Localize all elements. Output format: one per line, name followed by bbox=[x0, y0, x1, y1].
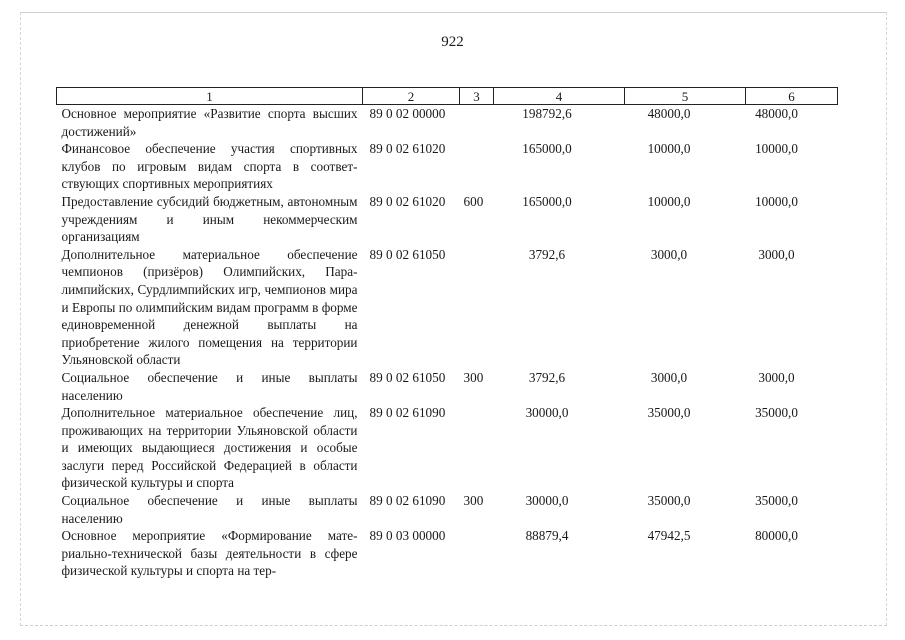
row-value-5: 3000,0 bbox=[650, 246, 688, 262]
row-csr-code: 89 0 02 61050 bbox=[369, 369, 446, 385]
row-value-4: 198792,6 bbox=[522, 106, 572, 121]
row-name: Финансовое обеспечение участия спортивных клубов по игровым видам спорта в соответствующих спортивных мероприятиях bbox=[61, 141, 358, 192]
column-header-4: 4 bbox=[494, 88, 625, 105]
table-row bbox=[57, 193, 838, 246]
table-body bbox=[57, 105, 838, 581]
row-value-6: 80000,0 bbox=[755, 528, 798, 544]
column-header-1: 1 bbox=[57, 88, 363, 105]
row-name: Дополнительное материальное обеспечение чемпионов (призёров) Олимпийских, Паралимпийских, Сурдлимпийских игр, чемпионов мира и Европы по олимпийским видам программ в форме единовременной денежной выплаты на приобретение жилого помещения на территории Ульяновской области bbox=[61, 246, 358, 368]
row-value-4: 88879,4 bbox=[525, 528, 569, 544]
table-header-row bbox=[57, 88, 838, 105]
row-value-6: 10000,0 bbox=[755, 141, 798, 157]
row-value-4: 165000,0 bbox=[522, 141, 572, 157]
row-csr-code: 89 0 03 00000 bbox=[369, 528, 446, 544]
column-header-5: 5 bbox=[625, 88, 746, 105]
row-value-6: 35000,0 bbox=[755, 405, 798, 421]
row-csr-code: 89 0 02 00000 bbox=[369, 106, 446, 121]
table-row bbox=[57, 404, 838, 492]
row-name: Дополнительное материальное обеспечение лиц, проживающих на территории Ульяновской области и имеющих выдающиеся достижения и особые заслуги перед Российской Федерацией в области физической культуры и спорта bbox=[61, 405, 358, 491]
row-value-5: 3000,0 bbox=[650, 369, 688, 385]
row-vr-code: 300 bbox=[463, 493, 484, 509]
row-csr-code: 89 0 02 61090 bbox=[369, 493, 446, 509]
row-value-6: 48000,0 bbox=[755, 106, 798, 121]
row-vr-code bbox=[460, 140, 494, 193]
column-header-2: 2 bbox=[363, 88, 460, 105]
row-vr-code bbox=[460, 246, 494, 369]
table-row bbox=[57, 369, 838, 404]
page-edge-right bbox=[886, 12, 887, 626]
row-name: Социальное обеспечение и иные выплаты населению bbox=[61, 493, 358, 526]
row-vr-code bbox=[460, 105, 494, 141]
row-value-6: 3000,0 bbox=[758, 369, 795, 385]
row-csr-code: 89 0 02 61050 bbox=[369, 246, 446, 262]
table-row bbox=[57, 140, 838, 193]
row-csr-code: 89 0 02 61020 bbox=[369, 141, 446, 157]
column-header-3: 3 bbox=[460, 88, 494, 105]
row-value-5: 48000,0 bbox=[647, 106, 691, 121]
row-value-6: 3000,0 bbox=[758, 246, 795, 262]
page-number: 922 bbox=[441, 34, 464, 50]
row-vr-code: 600 bbox=[463, 193, 484, 209]
table-row bbox=[57, 105, 838, 141]
table-row bbox=[57, 527, 838, 580]
row-name: Основное мероприятие «Развитие спорта высших достижений» bbox=[61, 106, 358, 139]
row-value-4: 3792,6 bbox=[528, 246, 566, 262]
row-name: Основное мероприятие «Формирование материально-технической базы деятельности в сфере физической культуры и спорта на тер- bbox=[61, 528, 358, 579]
row-value-5: 35000,0 bbox=[647, 405, 691, 421]
row-csr-code: 89 0 02 61020 bbox=[369, 193, 446, 209]
row-value-6: 10000,0 bbox=[755, 193, 798, 209]
row-value-4: 165000,0 bbox=[522, 193, 572, 209]
row-value-5: 10000,0 bbox=[647, 193, 691, 209]
row-value-6: 35000,0 bbox=[755, 493, 798, 509]
row-vr-code bbox=[460, 404, 494, 492]
table-row bbox=[57, 492, 838, 527]
row-vr-code: 300 bbox=[463, 369, 484, 385]
row-value-4: 30000,0 bbox=[525, 405, 569, 421]
page-edge-left bbox=[20, 12, 21, 626]
column-header-6: 6 bbox=[746, 88, 838, 105]
row-value-4: 3792,6 bbox=[528, 369, 566, 385]
row-vr-code bbox=[460, 527, 494, 580]
row-value-5: 35000,0 bbox=[647, 493, 691, 509]
row-name: Предоставление субсидий бюджетным, автономным учреждениям и иным некоммерческим организациям bbox=[61, 193, 358, 245]
row-value-5: 10000,0 bbox=[647, 141, 691, 157]
row-value-5: 47942,5 bbox=[647, 528, 691, 544]
page-edge-bottom bbox=[20, 625, 887, 626]
page-edge-top bbox=[20, 12, 887, 13]
budget-table bbox=[56, 87, 838, 580]
row-csr-code: 89 0 02 61090 bbox=[369, 405, 446, 421]
table-row bbox=[57, 246, 838, 369]
row-value-4: 30000,0 bbox=[525, 493, 569, 509]
row-name: Социальное обеспечение и иные выплаты населению bbox=[61, 369, 358, 403]
